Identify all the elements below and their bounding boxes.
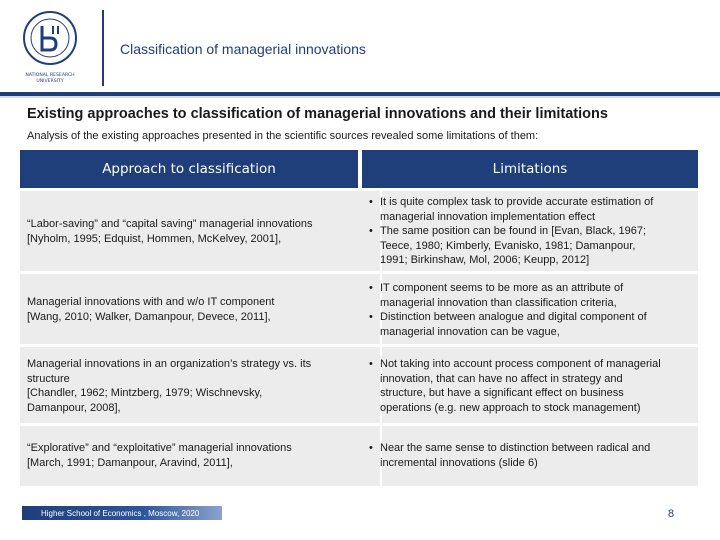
table-row — [20, 191, 698, 271]
approach-line: Damanpour, 2008], — [27, 401, 121, 414]
approach-line: “Labor-saving” and “capital saving” managerial innovations — [27, 218, 313, 230]
approach-line: [Nyholm, 1995; Edquist, Hommen, McKelvey, 2001], — [27, 232, 282, 245]
limitation-item — [366, 310, 696, 339]
university-logo-icon — [18, 10, 82, 90]
approach-cell — [27, 295, 274, 324]
table-row — [20, 426, 698, 486]
limitation-line: Teece, 1980; Kimberly, Evanisko, 1981; Damanpour, — [380, 239, 636, 252]
logo-text-line-1: NATIONAL RESEARCH — [25, 73, 75, 78]
limitation-line: 1991; Birkinshaw, Mol, 2006; Keupp, 2012] — [380, 254, 590, 266]
limitation-line: incremental innovations (slide 6) — [380, 456, 538, 469]
limitation-line: managerial innovation can be vague, — [380, 325, 560, 338]
page-number: 8 — [668, 508, 675, 520]
limitation-line: operations (e.g. new approach to stock management) — [380, 401, 641, 414]
approach-line: [March, 1991; Damanpour, Aravind, 2011], — [27, 456, 233, 469]
limitation-line: • Distinction between analogue and digital component of — [380, 311, 647, 323]
approach-line: [Chandler, 1962; Mintzberg, 1979; Wischnevsky, — [27, 387, 263, 399]
approach-line: Managerial innovations with and w/o IT component — [27, 296, 275, 308]
limitation-line: • The same position can be found in [Evan, Black, 1967; — [380, 225, 646, 237]
header-divider — [102, 10, 104, 86]
approach-line: Managerial innovations in an organization’s strategy vs. its — [27, 358, 312, 370]
limitation-line: managerial innovation implementation effect — [380, 210, 596, 223]
limitation-item — [366, 441, 696, 470]
approach-line: [Wang, 2010; Walker, Damanpour, Devece, 2011], — [27, 310, 271, 323]
limitations-cell — [366, 195, 696, 268]
limitation-item — [366, 224, 696, 268]
limitations-cell — [366, 441, 696, 470]
approach-cell — [27, 441, 292, 470]
limitation-line: • IT component seems to be more as an attribute of — [380, 282, 624, 294]
limitation-line: managerial innovation than classification criteria, — [380, 296, 617, 309]
approach-line: “Explorative” and “exploitative” managerial innovations — [27, 442, 292, 454]
limitations-cell — [366, 357, 696, 415]
limitations-cell — [366, 281, 696, 339]
limitation-line: • Not taking into account process component of managerial — [380, 358, 661, 370]
slide-header — [0, 0, 720, 92]
limitation-line: • It is quite complex task to provide accurate estimation of — [380, 196, 654, 208]
table-header-approach: Approach to classification — [20, 150, 358, 188]
approach-line: structure — [27, 372, 70, 385]
limitation-item — [366, 357, 696, 415]
limitation-line: • Near the same sense to distinction between radical and — [380, 442, 651, 454]
limitation-item — [366, 281, 696, 310]
limitation-line: structure, but have a significant effect on business — [380, 387, 624, 399]
table-row — [20, 274, 698, 344]
approach-cell — [27, 357, 311, 415]
header-bar-shadow — [0, 96, 720, 98]
limitation-item — [366, 195, 696, 224]
logo-text-line-2: UNIVERSITY — [36, 79, 64, 84]
footer-text: Higher School of Economics , Moscow, 2020 — [41, 509, 200, 518]
table-row — [20, 347, 698, 423]
section-heading: Existing approaches to classification of managerial innovations and their limitations — [27, 106, 608, 122]
intro-text: Analysis of the existing approaches presented in the scientific sources revealed some limitations of them: — [27, 130, 539, 142]
approach-cell — [27, 217, 313, 246]
limitation-line: innovation, that can have no affect in strategy and — [380, 372, 623, 385]
table-header-limitations: Limitations — [362, 150, 698, 188]
slide-title: Classification of managerial innovations — [120, 41, 366, 57]
